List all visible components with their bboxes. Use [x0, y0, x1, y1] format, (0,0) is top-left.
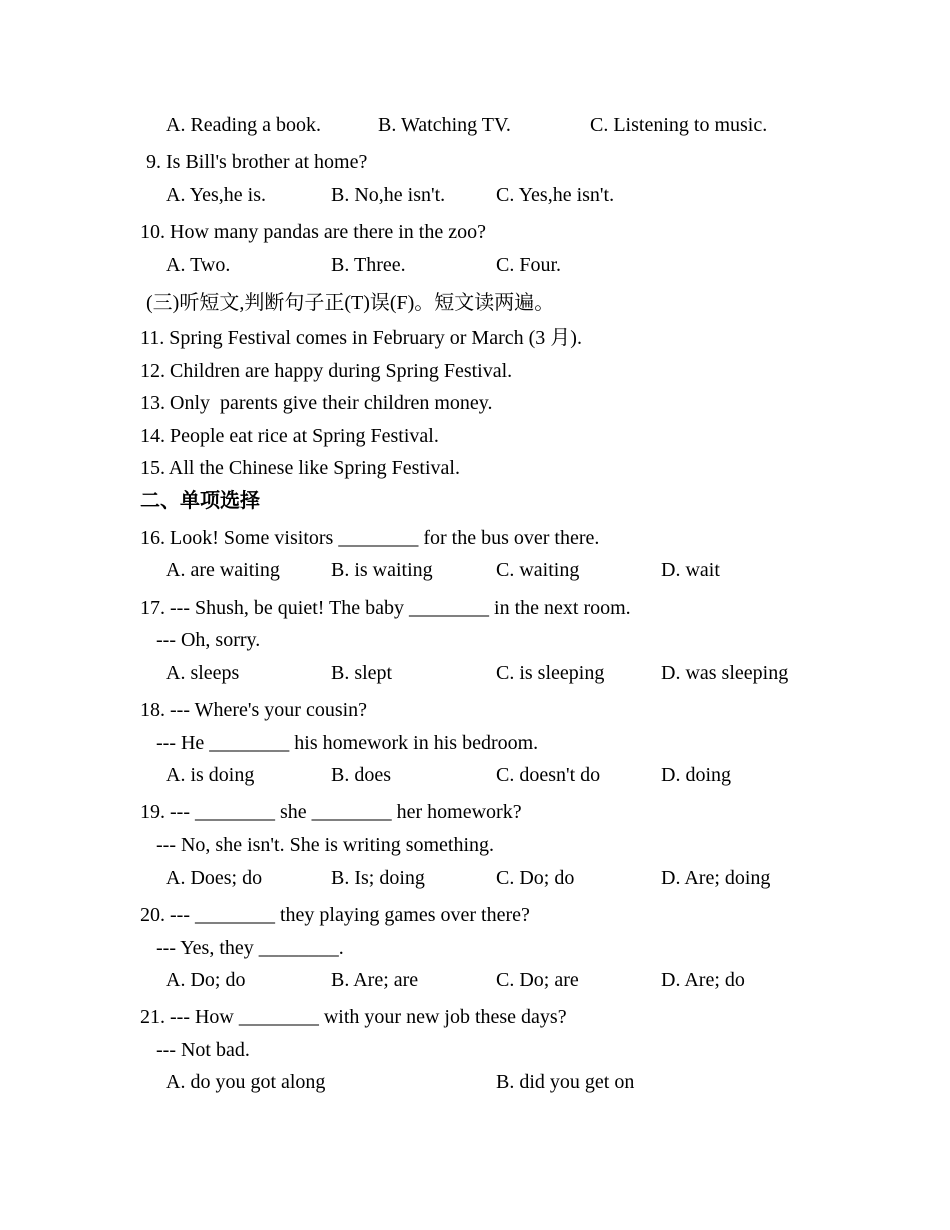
- q18-option-c: C. doesn't do: [496, 764, 601, 786]
- q16-option-d: D. wait: [661, 559, 720, 581]
- tf-item-15: 15. All the Chinese like Spring Festival.: [140, 457, 460, 479]
- q10-option-a: A. Two.: [166, 254, 231, 276]
- q18-reply: --- He ________ his homework in his bedroom.: [156, 732, 539, 754]
- q10-question: 10. How many pandas are there in the zoo?: [140, 221, 486, 243]
- q17-reply: --- Oh, sorry.: [156, 629, 261, 651]
- q18-question: 18. --- Where's your cousin?: [140, 699, 368, 721]
- q9-option-a: A. Yes,he is.: [166, 184, 267, 206]
- section3-heading: (三)听短文,判断句子正(T)误(F)。短文读两遍。: [146, 292, 555, 314]
- q17-question: 17. --- Shush, be quiet! The baby ________ in the next room.: [140, 597, 631, 619]
- tf-item-11: 11. Spring Festival comes in February or March (3 月).: [140, 327, 582, 349]
- q20-option-d: D. Are; do: [661, 969, 745, 991]
- q8-option-b: B. Watching TV.: [378, 114, 511, 136]
- q21-question: 21. --- How ________ with your new job these days?: [140, 1006, 567, 1028]
- q19-question: 19. --- ________ she ________ her homework?: [140, 801, 522, 823]
- q20-option-c: C. Do; are: [496, 969, 579, 991]
- tf-item-12: 12. Children are happy during Spring Festival.: [140, 360, 513, 382]
- part2-heading: 二、单项选择: [140, 490, 260, 512]
- q18-option-d: D. doing: [661, 764, 731, 786]
- q16-option-a: A. are waiting: [166, 559, 280, 581]
- q19-option-a: A. Does; do: [166, 867, 263, 889]
- q20-option-b: B. Are; are: [331, 969, 419, 991]
- q16-option-c: C. waiting: [496, 559, 580, 581]
- q21-option-b: B. did you get on: [496, 1071, 635, 1093]
- q19-option-c: C. Do; do: [496, 867, 575, 889]
- q9-option-c: C. Yes,he isn't.: [496, 184, 615, 206]
- q16-question: 16. Look! Some visitors ________ for the bus over there.: [140, 527, 600, 549]
- q20-reply: --- Yes, they ________.: [156, 937, 344, 959]
- q8-option-a: A. Reading a book.: [166, 114, 321, 136]
- q10-option-c: C. Four.: [496, 254, 562, 276]
- q17-option-c: C. is sleeping: [496, 662, 605, 684]
- q17-option-a: A. sleeps: [166, 662, 240, 684]
- q17-option-d: D. was sleeping: [661, 662, 789, 684]
- q17-option-b: B. slept: [331, 662, 393, 684]
- q9-question: 9. Is Bill's brother at home?: [146, 151, 368, 173]
- q16-option-b: B. is waiting: [331, 559, 433, 581]
- tf-item-13: 13. Only parents give their children money.: [140, 392, 493, 414]
- tf-item-14: 14. People eat rice at Spring Festival.: [140, 425, 439, 447]
- q18-option-a: A. is doing: [166, 764, 255, 786]
- q18-option-b: B. does: [331, 764, 391, 786]
- q9-option-b: B. No,he isn't.: [331, 184, 446, 206]
- q19-reply: --- No, she isn't. She is writing something.: [156, 834, 495, 856]
- q8-option-c: C. Listening to music.: [590, 114, 768, 136]
- q21-reply: --- Not bad.: [156, 1039, 250, 1061]
- q19-option-d: D. Are; doing: [661, 867, 771, 889]
- q10-option-b: B. Three.: [331, 254, 406, 276]
- q20-option-a: A. Do; do: [166, 969, 246, 991]
- q19-option-b: B. Is; doing: [331, 867, 425, 889]
- q20-question: 20. --- ________ they playing games over there?: [140, 904, 530, 926]
- q21-option-a: A. do you got along: [166, 1071, 326, 1093]
